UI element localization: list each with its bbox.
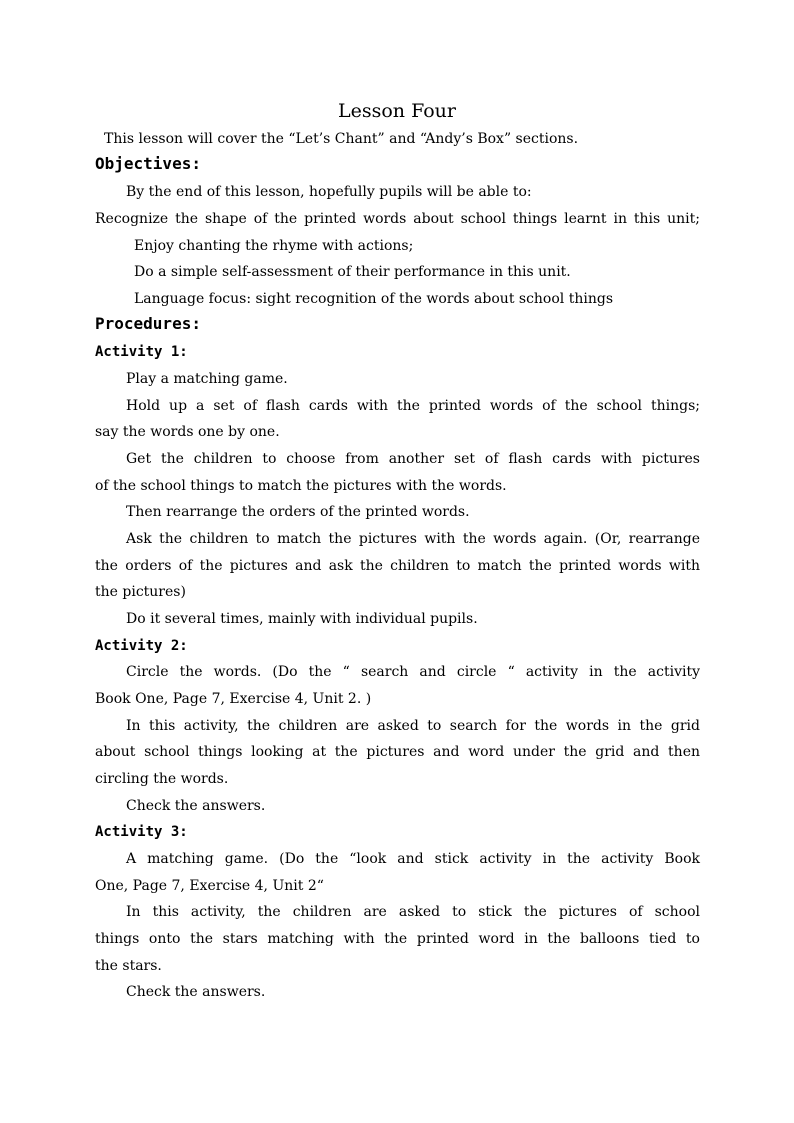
activity-2-line: In this activity, the children are asked to search for the words in the grid xyxy=(126,718,700,734)
activity-1-line: the pictures) xyxy=(95,584,186,600)
activity-3-line: Check the answers. xyxy=(126,984,266,1000)
activity-3-line: the stars. xyxy=(95,958,162,974)
procedures-heading: Procedures: xyxy=(95,314,201,333)
activity-1-line: Ask the children to match the pictures with the words again. (Or, rearrange xyxy=(126,531,700,547)
language-focus: Language focus: sight recognition of the words about school things xyxy=(134,291,614,307)
activity-1-line: say the words one by one. xyxy=(95,424,280,440)
objective-item-3: Do a simple self-assessment of their performance in this unit. xyxy=(134,264,571,280)
activity-2-line: Circle the words. (Do the “ search and circle “ activity in the activity xyxy=(126,664,700,680)
intro-text: This lesson will cover the “Let’s Chant” and “Andy’s Box” sections. xyxy=(104,131,579,147)
activity-2-heading: Activity 2: xyxy=(95,638,188,654)
activity-1-line: Play a matching game. xyxy=(126,371,288,387)
objective-item-1: Recognize the shape of the printed words about school things learnt in this unit; xyxy=(95,211,700,227)
activity-2-line: circling the words. xyxy=(95,771,229,787)
activity-1-line: Then rearrange the orders of the printed words. xyxy=(126,504,470,520)
activity-1-heading: Activity 1: xyxy=(95,344,188,360)
objectives-heading: Objectives: xyxy=(95,154,201,173)
activity-2-line: Check the answers. xyxy=(126,798,266,814)
objectives-lead: By the end of this lesson, hopefully pupils will be able to: xyxy=(126,184,532,200)
activity-2-line: about school things looking at the pictures and word under the grid and then xyxy=(95,744,700,760)
objective-item-2: Enjoy chanting the rhyme with actions; xyxy=(134,238,414,254)
activity-1-line: of the school things to match the pictures with the words. xyxy=(95,478,507,494)
activity-1-line: Do it several times, mainly with individual pupils. xyxy=(126,611,478,627)
activity-3-line: One, Page 7, Exercise 4, Unit 2“ xyxy=(95,878,324,894)
activity-3-heading: Activity 3: xyxy=(95,824,188,840)
activity-1-line: Get the children to choose from another set of flash cards with pictures xyxy=(126,451,700,467)
activity-1-line: Hold up a set of flash cards with the printed words of the school things; xyxy=(126,398,700,414)
activity-1-line: the orders of the pictures and ask the children to match the printed words with xyxy=(95,558,700,574)
activity-3-line: things onto the stars matching with the printed word in the balloons tied to xyxy=(95,931,700,947)
activity-3-line: In this activity, the children are asked to stick the pictures of school xyxy=(126,904,700,920)
lesson-title: Lesson Four xyxy=(338,100,456,122)
activity-2-line: Book One, Page 7, Exercise 4, Unit 2. ) xyxy=(95,691,372,707)
activity-3-line: A matching game. (Do the “look and stick activity in the activity Book xyxy=(126,851,700,867)
